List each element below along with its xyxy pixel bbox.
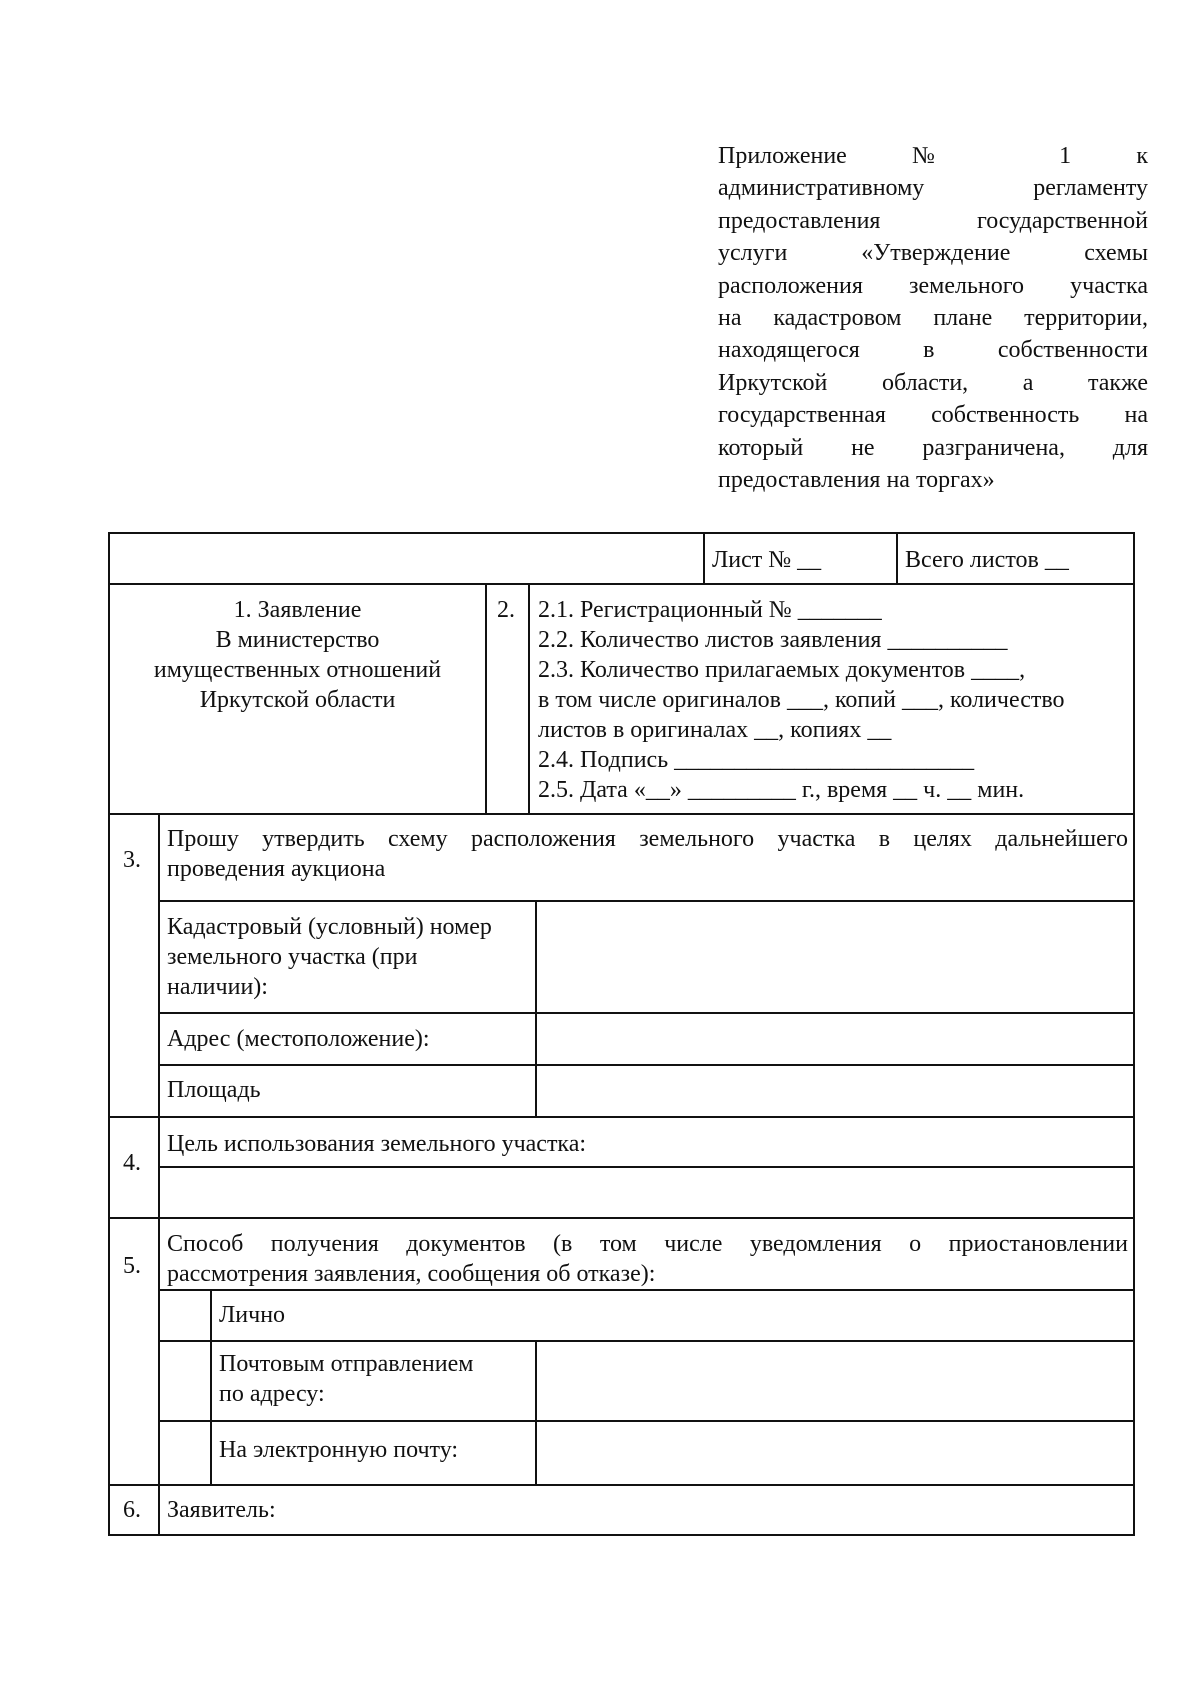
addressee-line: имущественных отношений	[153, 657, 442, 683]
appendix-heading	[718, 140, 1148, 496]
delivery-label-line: рассмотрения заявления, сообщения об отказе):	[167, 1261, 656, 1287]
table-divider	[535, 900, 537, 1117]
section-5-number: 5.	[123, 1253, 141, 1279]
in-person-checkbox[interactable]	[166, 1292, 206, 1338]
in-person-option: Лично	[219, 1302, 286, 1328]
originals-sheets-line[interactable]: листов в оригиналах __, копиях __	[538, 717, 892, 743]
applicant-label: Заявитель:	[167, 1497, 276, 1523]
application-form-table	[108, 532, 1135, 1536]
by-email-option: На электронную почту:	[219, 1437, 459, 1463]
table-border	[108, 532, 1135, 534]
registration-number-line[interactable]: 2.1. Регистрационный № _______	[538, 597, 882, 623]
addressee-line: В министерство	[215, 627, 380, 653]
table-divider	[158, 814, 160, 1536]
section-4-number: 4.	[123, 1150, 141, 1176]
table-divider	[159, 1289, 1135, 1291]
sheets-count-line[interactable]: 2.2. Количество листов заявления __________	[538, 627, 1008, 653]
table-divider	[108, 1217, 1135, 1219]
delivery-method-label	[167, 1229, 1128, 1289]
total-sheets-field[interactable]: Всего листов __	[905, 547, 1069, 573]
addressee-line: Иркутской области	[199, 687, 396, 713]
email-input[interactable]	[544, 1435, 1124, 1465]
table-divider	[535, 1340, 537, 1485]
by-post-option	[219, 1349, 473, 1409]
by-post-label-line: по адресу:	[219, 1381, 325, 1407]
table-divider	[896, 532, 898, 584]
section-1-title: 1. Заявление	[233, 597, 362, 623]
appendix-line: который не разграничена, для	[718, 434, 1148, 461]
appendix-line: находящегося в собственности	[718, 337, 1148, 364]
section-1-block	[110, 595, 485, 715]
table-border	[108, 1534, 1135, 1536]
table-divider	[108, 583, 1135, 585]
appendix-line: услуги «Утверждение схемы	[718, 240, 1148, 267]
table-divider	[108, 1484, 1135, 1486]
originals-copies-line[interactable]: в том числе оригиналов ___, копий ___, количество	[538, 687, 1065, 713]
table-divider	[108, 1116, 1135, 1118]
appendix-line: на кадастровом плане территории,	[718, 305, 1148, 332]
signature-line[interactable]: 2.4. Подпись _________________________	[538, 747, 975, 773]
section-6-number: 6.	[123, 1497, 141, 1523]
appendix-line: Приложение № 1 к	[718, 143, 1148, 169]
table-divider	[159, 900, 1135, 902]
date-time-line[interactable]: 2.5. Дата «__» _________ г., время __ ч. __ мин.	[538, 777, 1025, 803]
section-3-number: 3.	[123, 847, 141, 873]
cadastral-number-input[interactable]	[544, 912, 1124, 1002]
table-divider	[159, 1340, 1135, 1342]
purpose-input[interactable]	[167, 1177, 1127, 1207]
attached-docs-line[interactable]: 2.3. Количество прилагаемых документов ____,	[538, 657, 1026, 683]
by-post-checkbox[interactable]	[166, 1344, 206, 1414]
area-input[interactable]	[544, 1075, 1124, 1105]
table-divider	[485, 584, 487, 814]
cadastral-label-line: наличии):	[167, 974, 268, 1000]
by-post-label-line: Почтовым отправлением	[219, 1351, 474, 1377]
section-2-number: 2.	[497, 597, 515, 623]
table-divider	[108, 813, 1135, 815]
address-input[interactable]	[544, 1024, 1124, 1054]
table-divider	[528, 584, 530, 814]
table-divider	[159, 1166, 1135, 1168]
table-divider	[210, 1289, 212, 1485]
table-divider	[703, 532, 705, 584]
cadastral-label-line: Кадастровый (условный) номер	[167, 914, 492, 940]
cadastral-number-label	[167, 912, 492, 1002]
appendix-line: государственная собственность на	[718, 402, 1148, 429]
address-label: Адрес (местоположение):	[167, 1026, 430, 1052]
request-line: Прошу утвердить схему расположения земельного участка в целях дальнейшего	[167, 826, 1128, 852]
cadastral-label-line: земельного участка (при	[167, 944, 418, 970]
by-email-checkbox[interactable]	[166, 1424, 206, 1480]
registration-block	[538, 595, 1128, 805]
table-divider	[159, 1064, 1135, 1066]
appendix-line: административному регламенту	[718, 175, 1148, 202]
area-label: Площадь	[167, 1077, 261, 1103]
delivery-label-line: Способ получения документов (в том числе уведомления о приостановлении	[167, 1231, 1128, 1257]
postal-address-input[interactable]	[544, 1349, 1124, 1409]
table-border	[1133, 532, 1135, 1536]
appendix-line: предоставления на торгах»	[718, 467, 995, 494]
table-divider	[159, 1420, 1135, 1422]
table-divider	[159, 1012, 1135, 1014]
purpose-label: Цель использования земельного участка:	[167, 1131, 587, 1157]
appendix-line: предоставления государственной	[718, 207, 1148, 234]
appendix-line: Иркутской области, а также	[718, 369, 1148, 396]
appendix-line: расположения земельного участка	[718, 272, 1148, 299]
sheet-number-field[interactable]: Лист № __	[712, 547, 822, 573]
request-line: проведения аукциона	[167, 856, 386, 882]
section-3-request	[167, 824, 1128, 884]
